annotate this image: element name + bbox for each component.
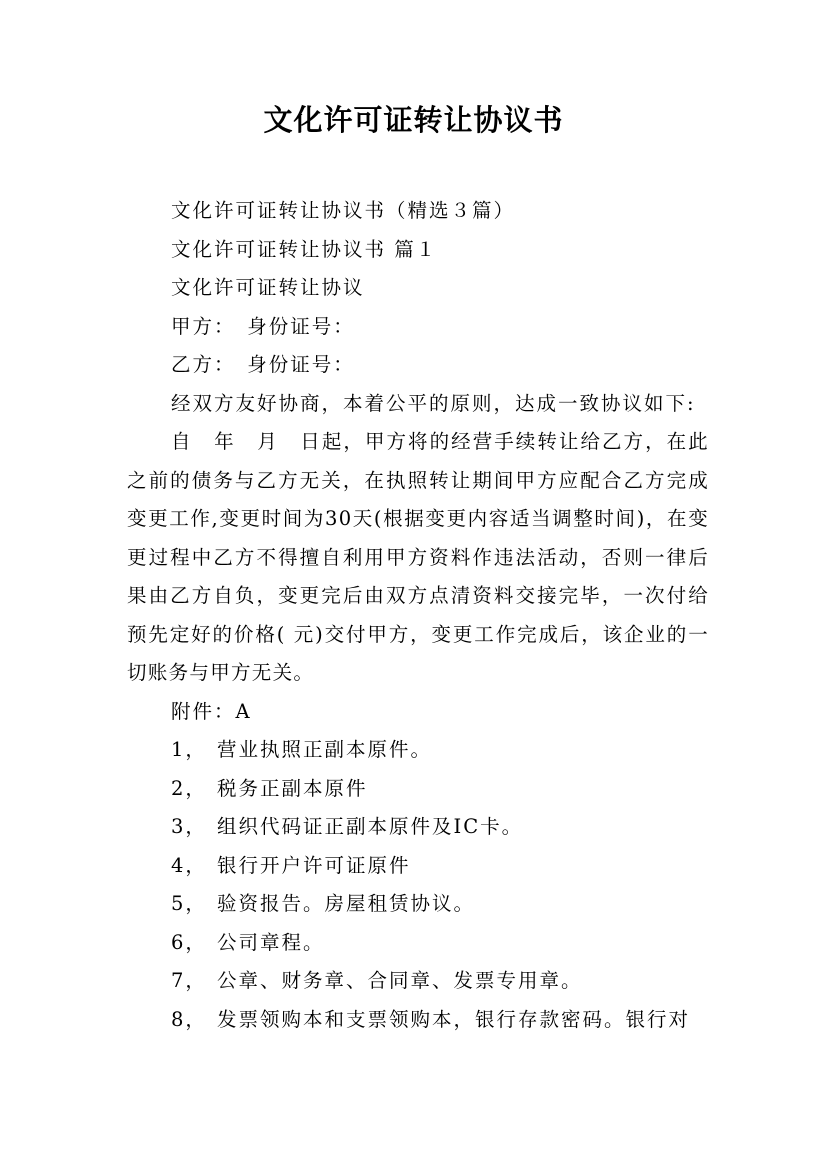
list-item-number: 7，: [171, 969, 207, 992]
list-item: [127, 885, 709, 924]
list-item-number: 4，: [171, 853, 207, 877]
list-item-text: 发票领购本和支票领购本，银行存款密码。银行对: [217, 1007, 691, 1031]
list-item-number: 3，: [171, 815, 207, 838]
attachment-list: [127, 731, 709, 1039]
list-item-text: 公章、财务章、合同章、发票专用章。: [217, 969, 583, 992]
list-item-text: 税务正副本原件: [217, 776, 368, 800]
main-clause-paragraph: 自 年 月 日起，甲方将的经营手续转让给乙方，在此之前的债务与乙方无关，在执照转让期间甲方应配合乙方完成变更工作,变更时间为30天(根据变更内容适当调整时间)，在变更过程中乙方不得擅自利用甲方资料作违法活动，否则一律后果由乙方自负，变更完后由双方点清资料交接完毕，一次付给预先定好的价格( 元)交付甲方，变更工作完成后，该企业的一切账务与甲方无关。: [127, 430, 709, 684]
document-title: 文化许可证转让协议书: [263, 103, 564, 137]
list-item-text: 验资报告。房屋租赁协议。: [217, 892, 476, 915]
agreement-name: 文化许可证转让协议: [171, 276, 365, 299]
document-body: [127, 192, 709, 1039]
party-a-line: 甲方： 身份证号：: [171, 314, 355, 338]
list-item-number: 1，: [171, 738, 207, 761]
list-item: [127, 808, 709, 847]
list-item: [127, 1001, 709, 1040]
subtitle-line: 文化许可证转让协议书（精选３篇）: [171, 199, 516, 222]
intro-line: 经双方友好协商，本着公平的原则，达成一致协议如下:: [171, 391, 696, 415]
list-item-number: 2，: [171, 776, 207, 800]
list-item: [127, 770, 709, 809]
attachment-heading: 附件：A: [171, 699, 252, 723]
list-item-number: 5，: [171, 892, 207, 915]
list-item-text: 公司章程。: [217, 930, 325, 954]
list-item-text: 银行开户许可证原件: [217, 853, 411, 877]
part-heading: 文化许可证转让协议书 篇１: [171, 237, 438, 261]
list-item-number: 8，: [171, 1007, 207, 1031]
list-item-text: 营业执照正副本原件。: [217, 738, 433, 761]
list-item-number: 6，: [171, 930, 207, 954]
list-item: [127, 731, 709, 770]
list-item: [127, 924, 709, 963]
list-item-text: 组织代码证正副本原件及IC卡。: [217, 815, 524, 838]
party-b-line: 乙方： 身份证号：: [171, 353, 355, 376]
list-item: [127, 962, 709, 1001]
list-item: [127, 847, 709, 886]
